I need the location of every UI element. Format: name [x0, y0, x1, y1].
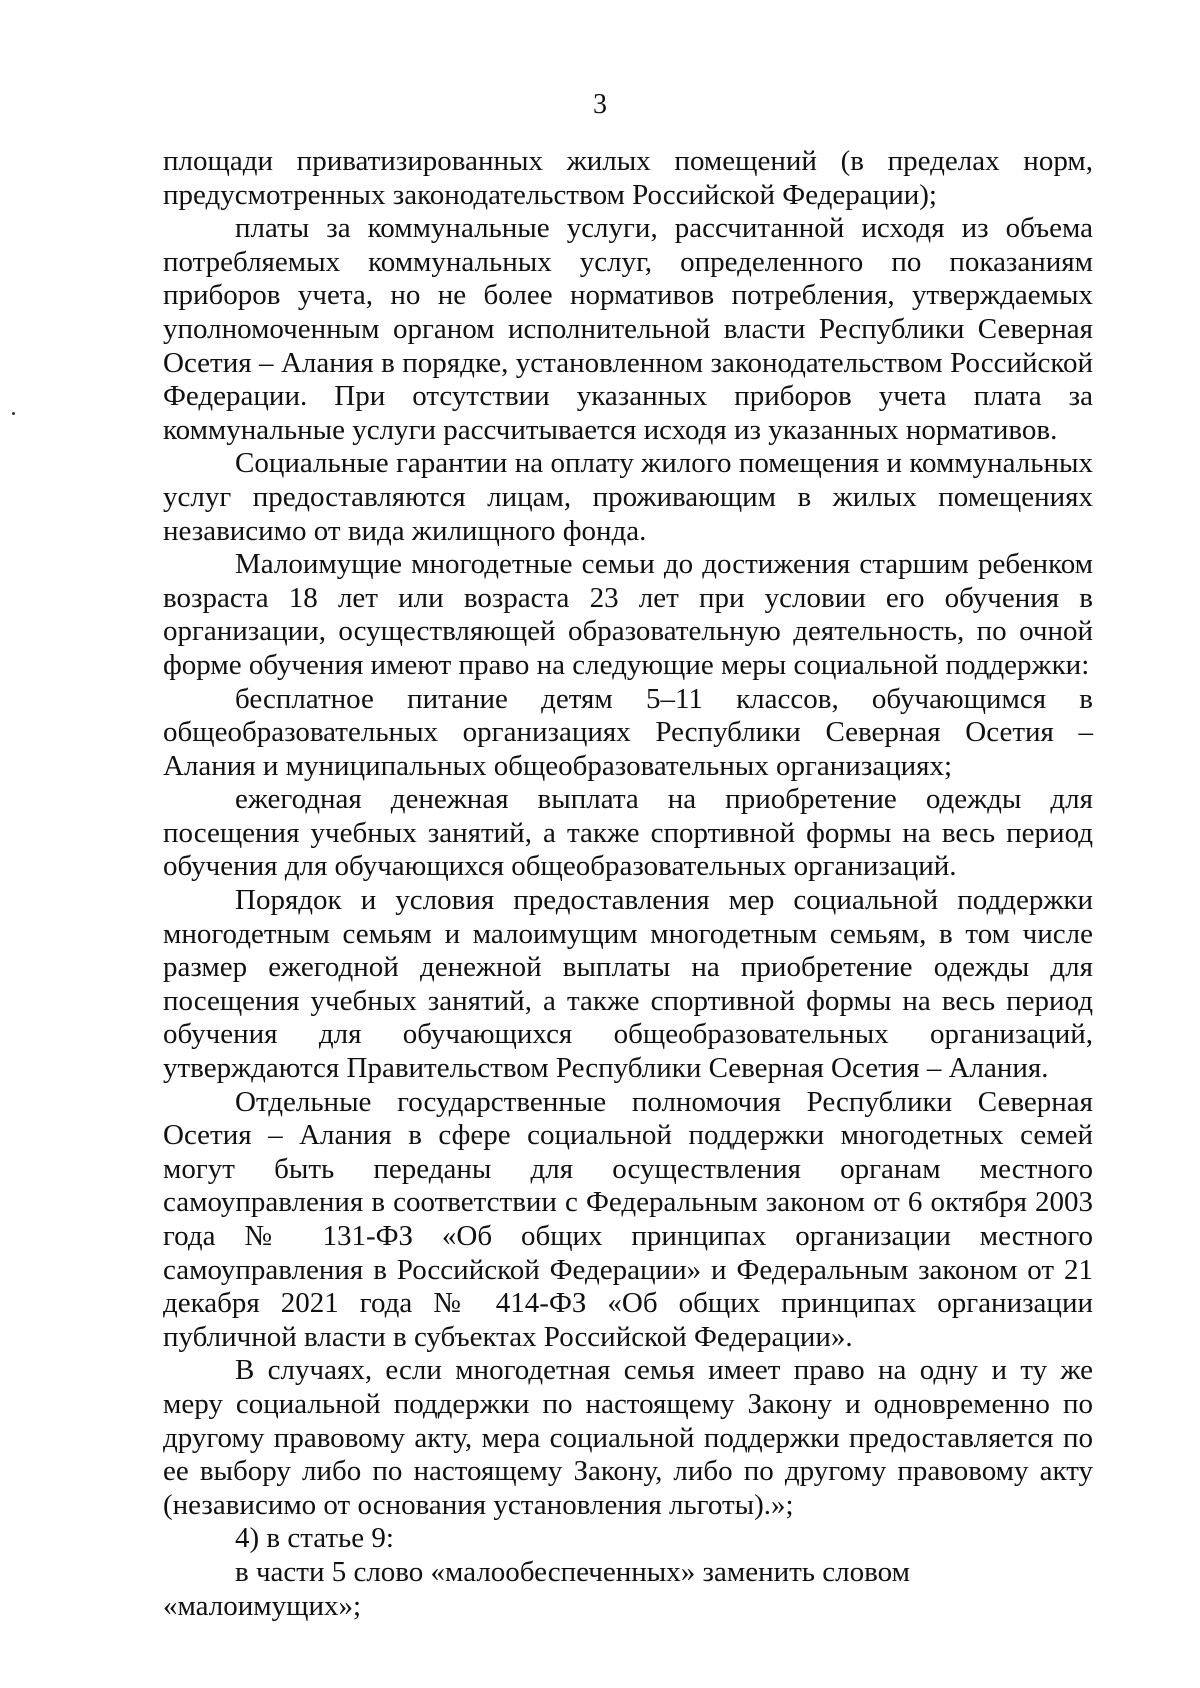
- paragraph-continuation: площади приватизированных жилых помещений (в пределах норм, предусмотренных законодательством Российской Федерации);: [163, 145, 1093, 211]
- paragraph-clothing-payment: ежегодная денежная выплата на приобретение одежды для посещения учебных занятий, а также спортивной формы на весь период обучения для обучающихся общеобразовательных организаций.: [163, 783, 1093, 883]
- paragraph-article-9: 4) в статье 9:: [235, 1522, 394, 1555]
- page-number: 3: [593, 89, 607, 120]
- paragraph-choice-of-measure: В случаях, если многодетная семья имеет право на одну и ту же меру социальной поддержки по настоящему Закону и одновременно по другому правовому акту, мера социальной поддержки предоставляется по ее выбору либо по настоящему Закону, либо по другому правовому акту (независимо от основания установления льготы).»;: [163, 1354, 1093, 1521]
- paragraph-procedure: Порядок и условия предоставления мер социальной поддержки многодетным семьям и малоимущим многодетным семьям, в том числе размер ежегодной денежной выплаты на приобретение одежды для посещения учебных занятий, а также спортивной формы на весь период обучения для обучающихся общеобразовательных организаций, утверждаются Правительством Республики Северная Осетия – Алания.: [163, 884, 1093, 1085]
- paragraph-free-meals: бесплатное питание детям 5–11 классов, обучающимся в общеобразовательных организациях Республики Северная Осетия – Алания и муниципальных общеобразовательных организациях;: [163, 682, 1093, 782]
- document-body: [163, 145, 1093, 1623]
- paragraph-low-income-families: Малоимущие многодетные семьи до достижения старшим ребенком возраста 18 лет или возраста 23 лет при условии его обучения в организации, осуществляющей образовательную деятельность, по очной форме обучения имеют право на следующие меры социальной поддержки:: [163, 548, 1093, 681]
- paragraph-delegated-powers: Отдельные государственные полномочия Республики Северная Осетия – Алания в сфере социальной поддержки многодетных семей могут быть переданы для осуществления органам местного самоуправления в соответствии с Федеральным законом от 6 октября 2003 года № 131-ФЗ «Об общих принципах организации местного самоуправления в Российской Федерации» и Федеральным законом от 21 декабря 2021 года № 414-ФЗ «Об общих принципах организации публичной власти в субъектах Российской Федерации».: [163, 1085, 1093, 1353]
- paragraph-social-guarantees: Социальные гарантии на оплату жилого помещения и коммунальных услуг предоставляются лицам, проживающим в жилых помещениях независимо от вида жилищного фонда.: [163, 447, 1093, 547]
- scan-artifact-dot: [12, 412, 15, 415]
- paragraph-utility-fee: платы за коммунальные услуги, рассчитанной исходя из объема потребляемых коммунальных услуг, определенного по показаниям приборов учета, но не более нормативов потребления, утверждаемых уполномоченным органом исполнительной власти Республики Северная Осетия – Алания в порядке, установленном законодательством Российской Федерации. При отсутствии указанных приборов учета плата за коммунальные услуги рассчитывается исходя из указанных нормативов.: [163, 212, 1093, 446]
- paragraph-part-5-amendment: в части 5 слово «малообеспеченных» заменить словом «малоимущих»;: [163, 1555, 910, 1622]
